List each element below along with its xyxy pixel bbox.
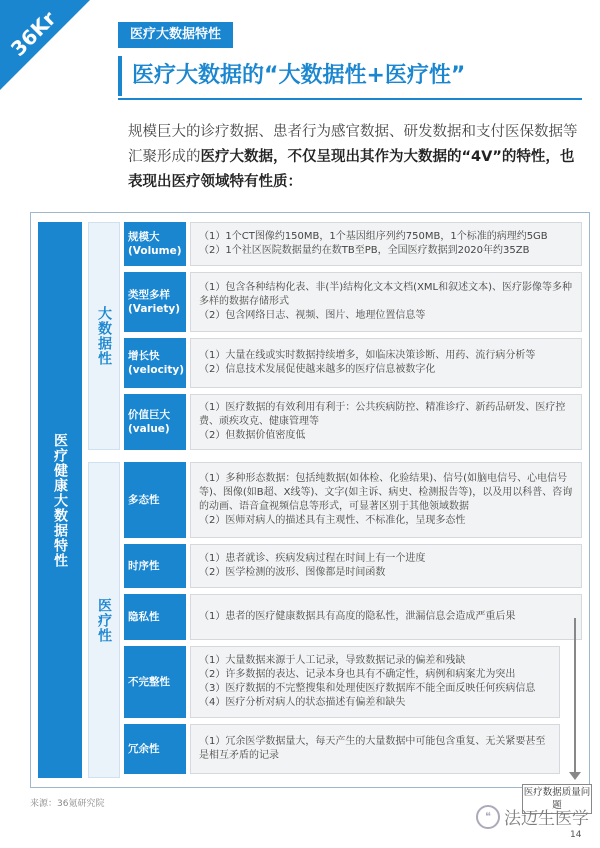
row-label-name: 增长快 [128,350,160,362]
wechat-icon: ❝ [476,805,500,829]
row-label-name: 隐私性 [128,611,160,623]
page-number: 14 [570,830,582,840]
description-line: （1）患者的医疗健康数据具有高度的隐私性，泄漏信息会造成严重后果 [199,611,516,622]
arrow-down-icon [569,772,581,780]
row-label-name: 冗余性 [128,743,160,755]
row-label-name: 类型多样 [128,289,170,301]
row-label [124,394,186,450]
group-label-bigdata [88,222,120,450]
table-row [124,462,582,538]
row-description [190,646,560,718]
row-label-sub: (Variety) [128,303,180,315]
table-row [124,338,582,388]
table-row [124,272,582,332]
row-description [190,724,560,774]
table-row [124,222,582,266]
row-description [190,462,582,538]
row-label-name: 时序性 [128,560,160,572]
row-label-name: 规模大 [128,231,160,243]
group-label-text: 大数据性 [96,306,112,366]
row-label [124,272,186,332]
row-label [124,724,186,774]
table-row [124,724,560,774]
row-label-sub: (value) [128,423,170,435]
description-line: （2）医师对病人的描述具有主观性、不标准化，呈现多态性 [199,515,466,526]
watermark [476,804,589,829]
row-description [190,338,582,388]
table-row [124,544,582,588]
row-label-name: 价值巨大 [128,409,170,421]
description-line: （1）大量数据来源于人工记录，导致数据记录的偏差和残缺 [199,655,466,666]
section-tag: 医疗大数据特性 [118,22,233,48]
table-row [124,394,582,450]
brand-logo: 36Kr [6,6,61,61]
description-line: （2）包含网络日志、视频、图片、地理位置信息等 [199,310,426,321]
intro-bold-text: 医疗大数据，不仅呈现出其作为大数据的“4V”的特性，也表现出医疗领域特有性质： [128,149,575,190]
description-line: （2）但数据价值密度低 [199,430,306,441]
level1-label [38,222,82,778]
table-row [124,594,582,640]
description-line: （2）医学检测的波形、图像都是时间函数 [199,567,386,578]
description-line: （1）1个CT图像约150MB，1个基因组序列约750MB，1个标准的病理约5GB [199,231,548,242]
table-row [124,646,560,718]
page-title-text: 医疗大数据的“大数据性+医疗性” [132,63,466,88]
quality-issue-box: 医疗数据质量问题 [522,784,592,814]
description-line: （1）冗余医学数据量大，每天产生的大量数据中可能包含重复、无关紧要甚至是相互矛盾的记录 [199,736,546,761]
row-label [124,594,186,640]
description-line: （2）信息技术发展促使越来越多的医疗信息被数字化 [199,364,436,375]
intro-paragraph [128,120,578,195]
row-description [190,544,582,588]
row-description [190,594,582,640]
row-label [124,338,186,388]
page-title [118,56,582,96]
description-line: （1）包含各种结构化表、非(半)结构化文本文档(XML和叙述文本)、医疗影像等多种多样的数据存储形式 [199,282,573,307]
row-description [190,394,582,450]
row-label-sub: (velocity) [128,364,185,376]
row-label-name: 不完整性 [128,676,170,688]
description-line: （4）医疗分析对病人的状态描述有偏差和缺失 [199,697,406,708]
row-label-sub: (Volume) [128,245,182,257]
description-line: （1）大量在线或实时数据持续增多，如临床决策诊断、用药、流行病分析等 [199,350,536,361]
level1-text: 医疗健康大数据特性 [52,432,68,568]
row-description [190,272,582,332]
source-note: 来源：36氪研究院 [30,799,105,809]
group-label-medical [88,462,120,778]
bracket-line [574,618,576,774]
brand-corner [0,0,90,90]
row-label [124,222,186,266]
description-line: （1）医疗数据的有效利用有利于：公共疾病防控、精准诊疗、新药品研发、医疗控费、顽疾攻克、健康管理等 [199,402,566,427]
description-line: （1）患者就诊、疾病发病过程在时间上有一个进度 [199,553,426,564]
title-divider [118,98,582,100]
row-label-name: 多态性 [128,494,160,506]
description-line: （2）许多数据的表达、记录本身也具有不确定性，病例和病案尤为突出 [199,669,516,680]
group-label-text: 医疗性 [96,597,112,643]
description-line: （3）医疗数据的不完整搜集和处理使医疗数据库不能全面反映任何疾病信息 [199,683,536,694]
row-label [124,544,186,588]
row-label [124,462,186,538]
intro-text: 规模巨大的诊疗数据、患者行为感官数据、研发数据和支付医保数据等汇聚形成的 [128,124,578,165]
watermark-text: 法迈生医学 [504,809,589,829]
description-line: （2）1个社区医院数据量约在数TB至PB，全国医疗数据到2020年约35ZB [199,245,530,256]
row-label [124,646,186,718]
description-line: （1）多种形态数据：包括纯数据(如体检、化验结果)、信号(如脑电信号、心电信号等)、图像(如B超、X线等)、文字(如主诉、病史、检测报告等)，以及用以科普、咨询的动画、语音盒视频信息等形式，可显著区别于其他领域数据 [199,473,573,512]
row-description [190,222,582,266]
